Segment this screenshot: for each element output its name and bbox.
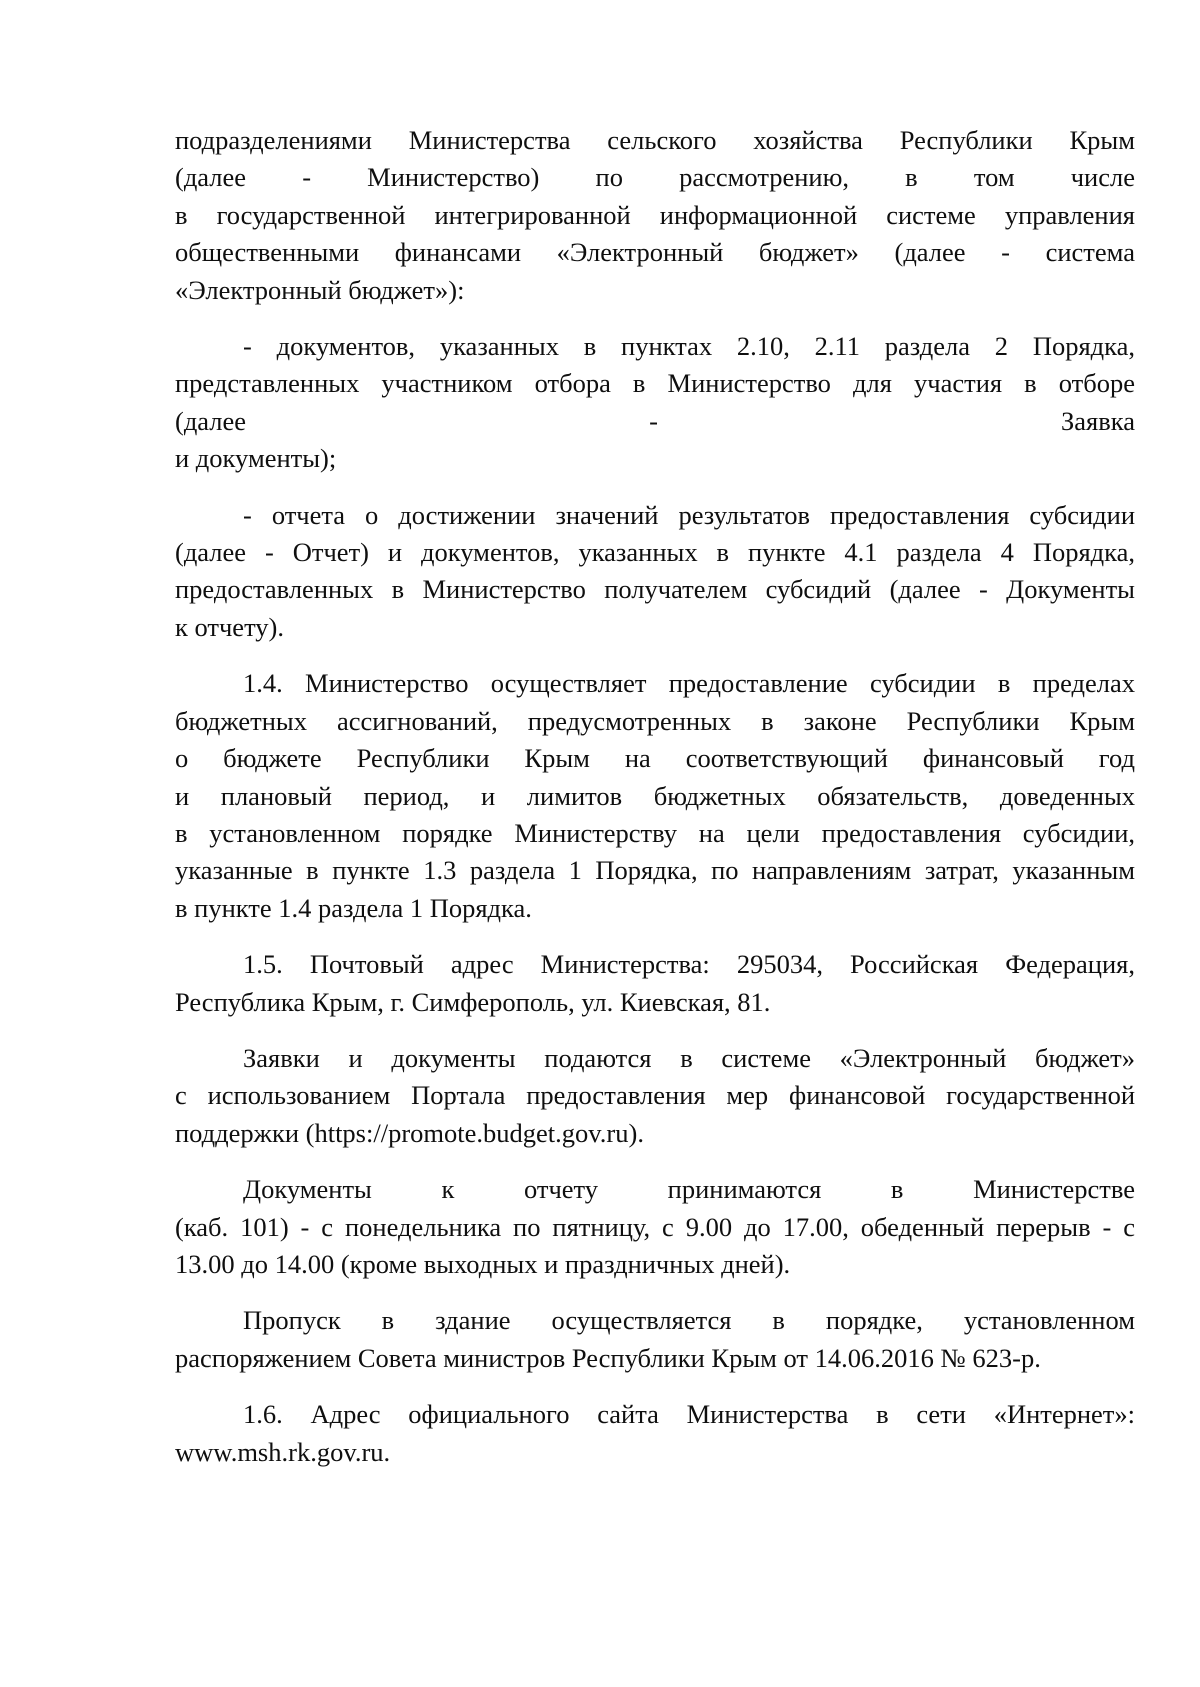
paragraph-line: 13.00 до 14.00 (кроме выходных и праздничных дней).	[175, 1248, 791, 1279]
paragraph-line: (далее - Министерство) по рассмотрению, в том числе	[175, 162, 1135, 193]
paragraph-line: общественными финансами «Электронный бюджет» (далее - система	[175, 237, 1135, 268]
paragraph-line: www.msh.rk.gov.ru.	[175, 1436, 391, 1467]
paragraph-line: Республика Крым, г. Симферополь, ул. Киевская, 81.	[175, 986, 771, 1017]
paragraph-5	[175, 946, 1135, 1021]
paragraph-3	[175, 497, 1135, 647]
paragraph-8	[175, 1302, 1135, 1377]
paragraph-7	[175, 1171, 1135, 1283]
paragraph-line: представленных участником отбора в Министерство для участия в отборе	[175, 368, 1135, 399]
paragraph-line: указанные в пункте 1.3 раздела 1 Порядка, по направлениям затрат, указанным	[175, 855, 1135, 886]
paragraph-line: в установленном порядке Министерству на цели предоставления субсидии,	[175, 817, 1135, 848]
paragraph-line: 1.6. Адрес официального сайта Министерства в сети «Интернет»:	[243, 1399, 1135, 1430]
paragraph-line: предоставленных в Министерство получателем субсидий (далее - Документы	[175, 574, 1135, 605]
paragraph-6	[175, 1040, 1135, 1152]
paragraph-line: с использованием Портала предоставления мер финансовой государственной	[175, 1080, 1135, 1111]
paragraph-line: поддержки (https://promote.budget.gov.ru).	[175, 1117, 644, 1148]
paragraph-1	[175, 122, 1135, 309]
paragraph-line: - документов, указанных в пунктах 2.10, 2.11 раздела 2 Порядка,	[243, 331, 1135, 362]
paragraph-line: Заявки и документы подаются в системе «Электронный бюджет»	[243, 1042, 1135, 1073]
paragraph-line: Пропуск в здание осуществляется в порядке, установленном	[243, 1305, 1135, 1336]
paragraph-line: в государственной интегрированной информационной системе управления	[175, 199, 1135, 230]
paragraph-line: о бюджете Республики Крым на соответствующий финансовый год	[175, 743, 1135, 774]
paragraph-line: распоряжением Совета министров Республики Крым от 14.06.2016 № 623-р.	[175, 1342, 1041, 1373]
paragraph-line: бюджетных ассигнований, предусмотренных в законе Республики Крым	[175, 705, 1135, 736]
paragraph-line: и плановый период, и лимитов бюджетных обязательств, доведенных	[175, 780, 1135, 811]
paragraph-line: 1.4. Министерство осуществляет предоставление субсидии в пределах	[243, 668, 1135, 699]
paragraph-line: - отчета о достижении значений результатов предоставления субсидии	[243, 499, 1135, 530]
paragraph-line: «Электронный бюджет»):	[175, 274, 465, 305]
document-body	[175, 122, 1135, 1490]
paragraph-line: Документы к отчету принимаются в Министерстве	[243, 1174, 1135, 1205]
paragraph-line: подразделениями Министерства сельского хозяйства Республики Крым	[175, 125, 1135, 155]
paragraph-line: и документы);	[175, 443, 337, 474]
paragraph-line: к отчету).	[175, 611, 285, 642]
paragraph-9	[175, 1396, 1135, 1471]
paragraph-4	[175, 665, 1135, 927]
paragraph-line: (далее - Отчет) и документов, указанных в пункте 4.1 раздела 4 Порядка,	[175, 537, 1135, 568]
paragraph-line: (каб. 101) - с понедельника по пятницу, с 9.00 до 17.00, обеденный перерыв - с	[175, 1211, 1135, 1242]
paragraph-line: 1.5. Почтовый адрес Министерства: 295034, Российская Федерация,	[243, 949, 1135, 980]
paragraph-line: в пункте 1.4 раздела 1 Порядка.	[175, 892, 532, 923]
paragraph-line: (далее - Заявка	[175, 405, 1135, 436]
paragraph-2	[175, 328, 1135, 478]
